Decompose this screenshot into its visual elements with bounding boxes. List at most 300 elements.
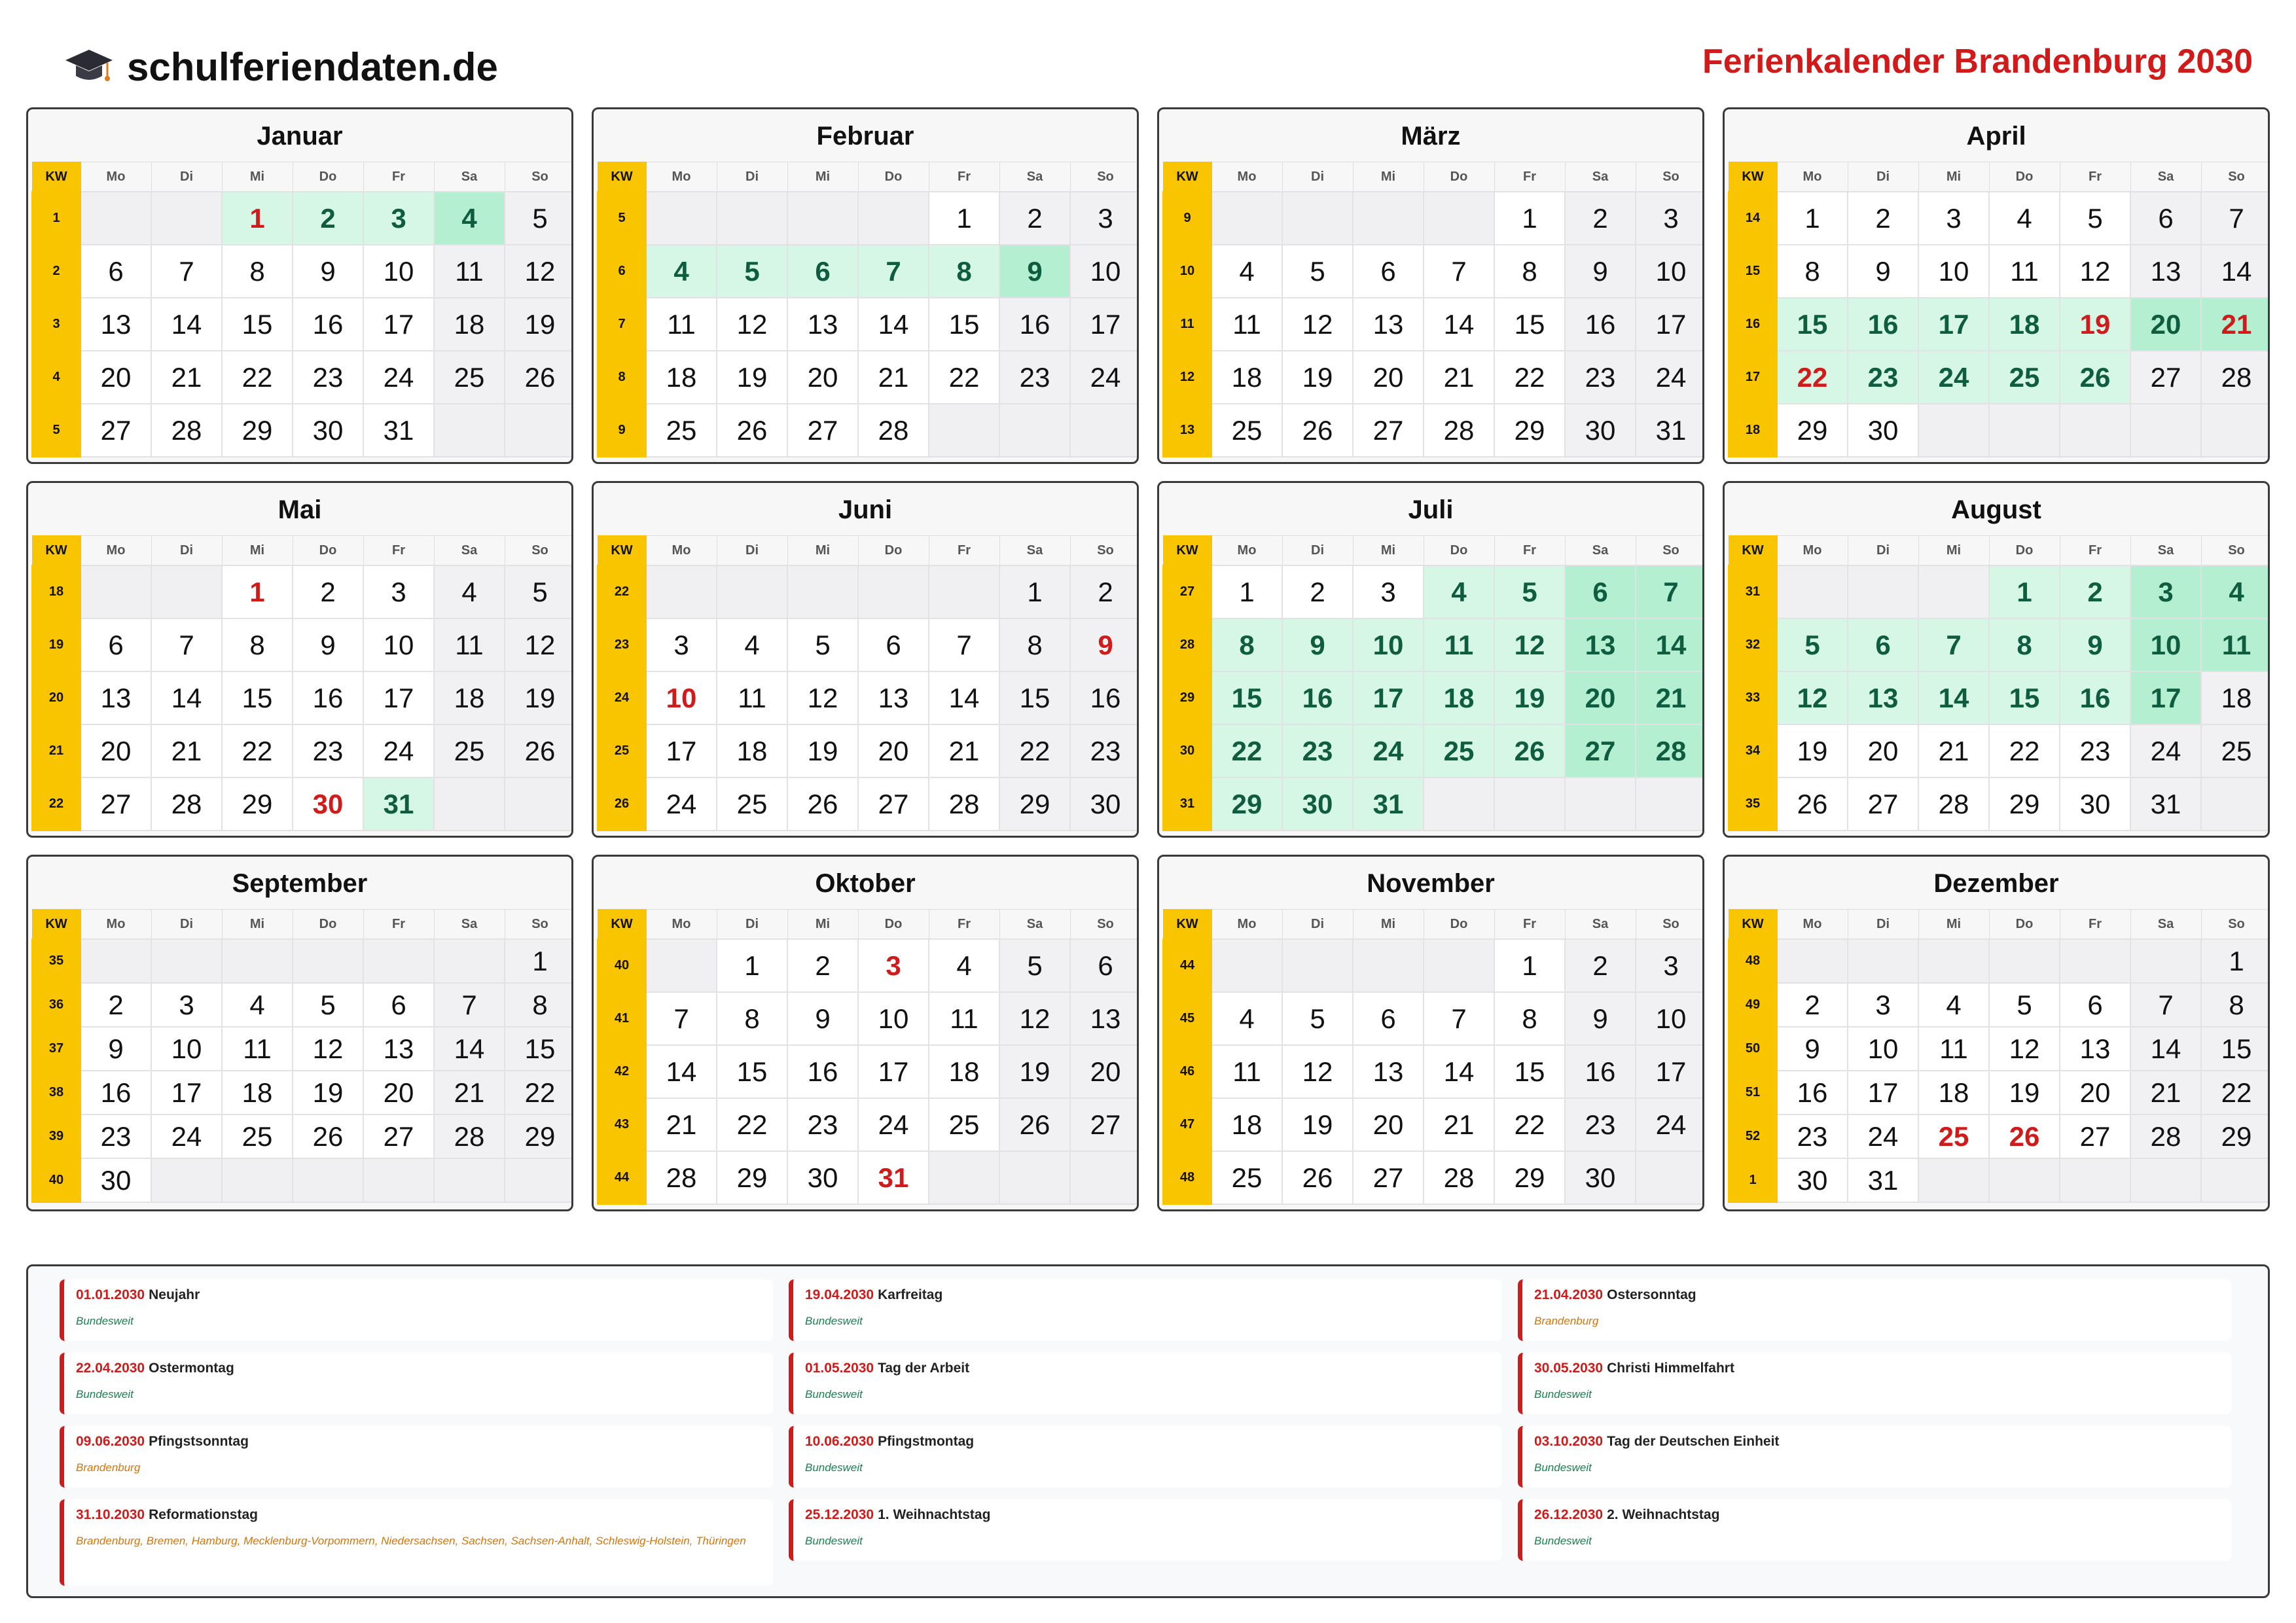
- day-cell[interactable]: 9: [293, 245, 363, 298]
- day-cell[interactable]: 2: [1282, 565, 1353, 618]
- day-cell[interactable]: 16: [1565, 1045, 1636, 1098]
- day-cell[interactable]: 21: [151, 724, 222, 777]
- day-cell[interactable]: 4: [929, 939, 999, 992]
- day-cell[interactable]: 29: [222, 404, 293, 457]
- day-cell[interactable]: 24: [1848, 1115, 1918, 1158]
- day-cell[interactable]: 28: [929, 777, 999, 830]
- day-cell[interactable]: 7: [151, 245, 222, 298]
- day-cell[interactable]: 19: [1777, 724, 1848, 777]
- day-cell[interactable]: 23: [81, 1115, 151, 1158]
- day-cell[interactable]: 14: [151, 671, 222, 724]
- day-cell[interactable]: 1: [717, 939, 787, 992]
- day-cell[interactable]: 4: [434, 565, 505, 618]
- day-cell[interactable]: 19: [1282, 1098, 1353, 1151]
- school-holiday-day-cell[interactable]: 17: [1353, 671, 1424, 724]
- day-cell[interactable]: 3: [1070, 192, 1139, 245]
- holiday-day-cell[interactable]: 9: [1070, 618, 1139, 671]
- day-cell[interactable]: 29: [222, 777, 293, 830]
- school-holiday-day-cell[interactable]: 29: [1211, 777, 1282, 830]
- day-cell[interactable]: 18: [434, 671, 505, 724]
- day-cell[interactable]: 5: [1282, 245, 1353, 298]
- day-cell[interactable]: 1: [1494, 192, 1565, 245]
- school-holiday-day-cell[interactable]: 11: [1424, 618, 1494, 671]
- day-cell[interactable]: 2: [1565, 939, 1636, 992]
- day-cell[interactable]: 28: [2201, 351, 2270, 404]
- school-holiday-day-cell[interactable]: 16: [1848, 298, 1918, 351]
- school-holiday-day-cell[interactable]: 4: [2201, 565, 2270, 618]
- day-cell[interactable]: 18: [1211, 1098, 1282, 1151]
- day-cell[interactable]: 12: [505, 618, 573, 671]
- day-cell[interactable]: 6: [81, 618, 151, 671]
- day-cell[interactable]: 24: [646, 777, 717, 830]
- day-cell[interactable]: 7: [2130, 983, 2201, 1027]
- day-cell[interactable]: 30: [1777, 1158, 1848, 1202]
- day-cell[interactable]: 15: [222, 671, 293, 724]
- day-cell[interactable]: 17: [363, 298, 434, 351]
- day-cell[interactable]: 6: [1353, 245, 1424, 298]
- day-cell[interactable]: 12: [293, 1027, 363, 1071]
- day-cell[interactable]: 14: [1424, 1045, 1494, 1098]
- day-cell[interactable]: 1: [1777, 192, 1848, 245]
- day-cell[interactable]: 14: [929, 671, 999, 724]
- school-holiday-day-cell[interactable]: 7: [1918, 618, 1989, 671]
- day-cell[interactable]: 12: [1989, 1027, 2060, 1071]
- day-cell[interactable]: 15: [999, 671, 1070, 724]
- day-cell[interactable]: 1: [2201, 939, 2270, 983]
- day-cell[interactable]: 9: [1777, 1027, 1848, 1071]
- school-holiday-day-cell[interactable]: 13: [1565, 618, 1636, 671]
- day-cell[interactable]: 14: [2201, 245, 2270, 298]
- day-cell[interactable]: 5: [505, 565, 573, 618]
- day-cell[interactable]: 21: [151, 351, 222, 404]
- day-cell[interactable]: 23: [293, 351, 363, 404]
- day-cell[interactable]: 30: [1070, 777, 1139, 830]
- school-holiday-day-cell[interactable]: 10: [1353, 618, 1424, 671]
- day-cell[interactable]: 18: [1211, 351, 1282, 404]
- day-cell[interactable]: 5: [1989, 983, 2060, 1027]
- day-cell[interactable]: 25: [929, 1098, 999, 1151]
- day-cell[interactable]: 9: [293, 618, 363, 671]
- holiday-day-cell[interactable]: 21: [2201, 298, 2270, 351]
- day-cell[interactable]: 17: [858, 1045, 929, 1098]
- day-cell[interactable]: 26: [717, 404, 787, 457]
- day-cell[interactable]: 11: [646, 298, 717, 351]
- day-cell[interactable]: 11: [717, 671, 787, 724]
- day-cell[interactable]: 27: [858, 777, 929, 830]
- day-cell[interactable]: 10: [151, 1027, 222, 1071]
- day-cell[interactable]: 28: [858, 404, 929, 457]
- school-holiday-day-cell[interactable]: 18: [1424, 671, 1494, 724]
- day-cell[interactable]: 22: [1494, 351, 1565, 404]
- day-cell[interactable]: 11: [1989, 245, 2060, 298]
- day-cell[interactable]: 10: [1636, 992, 1704, 1045]
- school-holiday-day-cell[interactable]: 9: [1282, 618, 1353, 671]
- day-cell[interactable]: 11: [1211, 298, 1282, 351]
- day-cell[interactable]: 23: [1565, 1098, 1636, 1151]
- day-cell[interactable]: 3: [646, 618, 717, 671]
- day-cell[interactable]: 13: [858, 671, 929, 724]
- day-cell[interactable]: 13: [2130, 245, 2201, 298]
- day-cell[interactable]: 20: [1353, 1098, 1424, 1151]
- day-cell[interactable]: 18: [717, 724, 787, 777]
- day-cell[interactable]: 29: [999, 777, 1070, 830]
- day-cell[interactable]: 20: [81, 351, 151, 404]
- day-cell[interactable]: 29: [505, 1115, 573, 1158]
- day-cell[interactable]: 8: [1494, 992, 1565, 1045]
- day-cell[interactable]: 8: [2201, 983, 2270, 1027]
- school-holiday-day-cell[interactable]: 3: [2130, 565, 2201, 618]
- day-cell[interactable]: 8: [1777, 245, 1848, 298]
- day-cell[interactable]: 12: [2060, 245, 2130, 298]
- day-cell[interactable]: 17: [363, 671, 434, 724]
- school-holiday-day-cell[interactable]: 16: [1282, 671, 1353, 724]
- day-cell[interactable]: 22: [2201, 1071, 2270, 1115]
- day-cell[interactable]: 24: [1636, 351, 1704, 404]
- day-cell[interactable]: 24: [858, 1098, 929, 1151]
- day-cell[interactable]: 29: [1494, 404, 1565, 457]
- day-cell[interactable]: 24: [1636, 1098, 1704, 1151]
- school-holiday-day-cell[interactable]: 25: [1989, 351, 2060, 404]
- school-holiday-day-cell[interactable]: 19: [1494, 671, 1565, 724]
- day-cell[interactable]: 6: [858, 618, 929, 671]
- day-cell[interactable]: 6: [81, 245, 151, 298]
- day-cell[interactable]: 28: [646, 1151, 717, 1204]
- day-cell[interactable]: 4: [1211, 245, 1282, 298]
- day-cell[interactable]: 29: [2201, 1115, 2270, 1158]
- day-cell[interactable]: 21: [929, 724, 999, 777]
- day-cell[interactable]: 28: [434, 1115, 505, 1158]
- day-cell[interactable]: 15: [717, 1045, 787, 1098]
- school-holiday-day-cell[interactable]: 4: [434, 192, 505, 245]
- day-cell[interactable]: 15: [2201, 1027, 2270, 1071]
- day-cell[interactable]: 27: [1353, 1151, 1424, 1204]
- day-cell[interactable]: 20: [1848, 724, 1918, 777]
- day-cell[interactable]: 9: [1848, 245, 1918, 298]
- holiday-day-cell[interactable]: 26: [1989, 1115, 2060, 1158]
- school-holiday-day-cell[interactable]: 14: [1918, 671, 1989, 724]
- day-cell[interactable]: 10: [858, 992, 929, 1045]
- day-cell[interactable]: 16: [1565, 298, 1636, 351]
- school-holiday-day-cell[interactable]: 9: [2060, 618, 2130, 671]
- school-holiday-day-cell[interactable]: 25: [1424, 724, 1494, 777]
- school-holiday-day-cell[interactable]: 8: [1989, 618, 2060, 671]
- day-cell[interactable]: 22: [505, 1071, 573, 1115]
- day-cell[interactable]: 8: [999, 618, 1070, 671]
- day-cell[interactable]: 16: [293, 671, 363, 724]
- day-cell[interactable]: 5: [505, 192, 573, 245]
- day-cell[interactable]: 2: [1070, 565, 1139, 618]
- day-cell[interactable]: 10: [363, 618, 434, 671]
- day-cell[interactable]: 27: [363, 1115, 434, 1158]
- day-cell[interactable]: 4: [717, 618, 787, 671]
- day-cell[interactable]: 30: [2060, 777, 2130, 830]
- holiday-day-cell[interactable]: 31: [858, 1151, 929, 1204]
- day-cell[interactable]: 16: [999, 298, 1070, 351]
- day-cell[interactable]: 11: [1211, 1045, 1282, 1098]
- day-cell[interactable]: 23: [787, 1098, 858, 1151]
- day-cell[interactable]: 25: [434, 724, 505, 777]
- school-holiday-day-cell[interactable]: 11: [2201, 618, 2270, 671]
- day-cell[interactable]: 17: [151, 1071, 222, 1115]
- day-cell[interactable]: 31: [2130, 777, 2201, 830]
- day-cell[interactable]: 27: [1353, 404, 1424, 457]
- day-cell[interactable]: 8: [1494, 245, 1565, 298]
- day-cell[interactable]: 28: [2130, 1115, 2201, 1158]
- school-holiday-day-cell[interactable]: 15: [1777, 298, 1848, 351]
- day-cell[interactable]: 3: [1636, 192, 1704, 245]
- day-cell[interactable]: 17: [1636, 1045, 1704, 1098]
- day-cell[interactable]: 4: [222, 983, 293, 1027]
- day-cell[interactable]: 5: [2060, 192, 2130, 245]
- day-cell[interactable]: 13: [81, 671, 151, 724]
- school-holiday-day-cell[interactable]: 26: [2060, 351, 2130, 404]
- day-cell[interactable]: 3: [1353, 565, 1424, 618]
- day-cell[interactable]: 13: [1353, 1045, 1424, 1098]
- day-cell[interactable]: 15: [222, 298, 293, 351]
- day-cell[interactable]: 20: [81, 724, 151, 777]
- day-cell[interactable]: 19: [717, 351, 787, 404]
- school-holiday-day-cell[interactable]: 20: [1565, 671, 1636, 724]
- day-cell[interactable]: 29: [717, 1151, 787, 1204]
- day-cell[interactable]: 13: [81, 298, 151, 351]
- day-cell[interactable]: 23: [999, 351, 1070, 404]
- day-cell[interactable]: 27: [81, 404, 151, 457]
- day-cell[interactable]: 26: [505, 351, 573, 404]
- day-cell[interactable]: 13: [787, 298, 858, 351]
- day-cell[interactable]: 8: [222, 245, 293, 298]
- day-cell[interactable]: 26: [1777, 777, 1848, 830]
- day-cell[interactable]: 5: [999, 939, 1070, 992]
- day-cell[interactable]: 27: [81, 777, 151, 830]
- school-holiday-day-cell[interactable]: 28: [1636, 724, 1704, 777]
- school-holiday-day-cell[interactable]: 12: [1494, 618, 1565, 671]
- day-cell[interactable]: 24: [1070, 351, 1139, 404]
- day-cell[interactable]: 16: [293, 298, 363, 351]
- day-cell[interactable]: 30: [293, 404, 363, 457]
- day-cell[interactable]: 22: [999, 724, 1070, 777]
- school-holiday-day-cell[interactable]: 4: [646, 245, 717, 298]
- day-cell[interactable]: 16: [1070, 671, 1139, 724]
- day-cell[interactable]: 27: [1848, 777, 1918, 830]
- day-cell[interactable]: 27: [2060, 1115, 2130, 1158]
- school-holiday-day-cell[interactable]: 3: [363, 192, 434, 245]
- holiday-day-cell[interactable]: 1: [222, 565, 293, 618]
- day-cell[interactable]: 9: [787, 992, 858, 1045]
- day-cell[interactable]: 24: [363, 351, 434, 404]
- day-cell[interactable]: 31: [363, 404, 434, 457]
- school-holiday-day-cell[interactable]: 5: [717, 245, 787, 298]
- day-cell[interactable]: 20: [2060, 1071, 2130, 1115]
- school-holiday-day-cell[interactable]: 9: [999, 245, 1070, 298]
- school-holiday-day-cell[interactable]: 15: [1211, 671, 1282, 724]
- day-cell[interactable]: 11: [929, 992, 999, 1045]
- day-cell[interactable]: 18: [646, 351, 717, 404]
- day-cell[interactable]: 17: [1070, 298, 1139, 351]
- day-cell[interactable]: 22: [1494, 1098, 1565, 1151]
- holiday-day-cell[interactable]: 10: [646, 671, 717, 724]
- day-cell[interactable]: 12: [1282, 298, 1353, 351]
- day-cell[interactable]: 25: [717, 777, 787, 830]
- day-cell[interactable]: 22: [222, 724, 293, 777]
- day-cell[interactable]: 6: [2060, 983, 2130, 1027]
- school-holiday-day-cell[interactable]: 20: [2130, 298, 2201, 351]
- day-cell[interactable]: 25: [646, 404, 717, 457]
- day-cell[interactable]: 1: [1494, 939, 1565, 992]
- day-cell[interactable]: 23: [1565, 351, 1636, 404]
- school-holiday-day-cell[interactable]: 7: [1636, 565, 1704, 618]
- day-cell[interactable]: 14: [2130, 1027, 2201, 1071]
- day-cell[interactable]: 2: [1565, 192, 1636, 245]
- day-cell[interactable]: 28: [1424, 404, 1494, 457]
- day-cell[interactable]: 5: [787, 618, 858, 671]
- school-holiday-day-cell[interactable]: 21: [1636, 671, 1704, 724]
- day-cell[interactable]: 31: [1848, 1158, 1918, 1202]
- day-cell[interactable]: 24: [363, 724, 434, 777]
- school-holiday-day-cell[interactable]: 24: [1918, 351, 1989, 404]
- school-holiday-day-cell[interactable]: 23: [1848, 351, 1918, 404]
- day-cell[interactable]: 19: [787, 724, 858, 777]
- day-cell[interactable]: 29: [1777, 404, 1848, 457]
- day-cell[interactable]: 28: [151, 777, 222, 830]
- day-cell[interactable]: 16: [787, 1045, 858, 1098]
- day-cell[interactable]: 28: [151, 404, 222, 457]
- day-cell[interactable]: 23: [2060, 724, 2130, 777]
- day-cell[interactable]: 13: [1070, 992, 1139, 1045]
- school-holiday-day-cell[interactable]: 31: [363, 777, 434, 830]
- day-cell[interactable]: 16: [81, 1071, 151, 1115]
- school-holiday-day-cell[interactable]: 27: [1565, 724, 1636, 777]
- day-cell[interactable]: 20: [1070, 1045, 1139, 1098]
- day-cell[interactable]: 27: [2130, 351, 2201, 404]
- day-cell[interactable]: 1: [999, 565, 1070, 618]
- day-cell[interactable]: 19: [505, 671, 573, 724]
- day-cell[interactable]: 28: [1424, 1151, 1494, 1204]
- day-cell[interactable]: 6: [2130, 192, 2201, 245]
- day-cell[interactable]: 21: [858, 351, 929, 404]
- day-cell[interactable]: 26: [787, 777, 858, 830]
- school-holiday-day-cell[interactable]: 8: [1211, 618, 1282, 671]
- holiday-day-cell[interactable]: 22: [1777, 351, 1848, 404]
- day-cell[interactable]: 7: [151, 618, 222, 671]
- day-cell[interactable]: 4: [1211, 992, 1282, 1045]
- day-cell[interactable]: 7: [2201, 192, 2270, 245]
- day-cell[interactable]: 7: [646, 992, 717, 1045]
- day-cell[interactable]: 26: [999, 1098, 1070, 1151]
- day-cell[interactable]: 9: [1565, 992, 1636, 1045]
- school-holiday-day-cell[interactable]: 26: [1494, 724, 1565, 777]
- day-cell[interactable]: 23: [1070, 724, 1139, 777]
- day-cell[interactable]: 16: [1777, 1071, 1848, 1115]
- school-holiday-day-cell[interactable]: 23: [1282, 724, 1353, 777]
- school-holiday-day-cell[interactable]: 7: [858, 245, 929, 298]
- day-cell[interactable]: 26: [1282, 1151, 1353, 1204]
- day-cell[interactable]: 11: [1918, 1027, 1989, 1071]
- school-holiday-day-cell[interactable]: 18: [1989, 298, 2060, 351]
- day-cell[interactable]: 12: [505, 245, 573, 298]
- day-cell[interactable]: 5: [1282, 992, 1353, 1045]
- day-cell[interactable]: 15: [929, 298, 999, 351]
- day-cell[interactable]: 5: [293, 983, 363, 1027]
- day-cell[interactable]: 8: [505, 983, 573, 1027]
- day-cell[interactable]: 2: [999, 192, 1070, 245]
- school-holiday-day-cell[interactable]: 22: [1211, 724, 1282, 777]
- holiday-day-cell[interactable]: 19: [2060, 298, 2130, 351]
- day-cell[interactable]: 18: [222, 1071, 293, 1115]
- day-cell[interactable]: 29: [1494, 1151, 1565, 1204]
- day-cell[interactable]: 24: [2130, 724, 2201, 777]
- day-cell[interactable]: 12: [787, 671, 858, 724]
- day-cell[interactable]: 12: [717, 298, 787, 351]
- day-cell[interactable]: 20: [787, 351, 858, 404]
- day-cell[interactable]: 30: [1848, 404, 1918, 457]
- day-cell[interactable]: 24: [151, 1115, 222, 1158]
- day-cell[interactable]: 22: [222, 351, 293, 404]
- school-holiday-day-cell[interactable]: 12: [1777, 671, 1848, 724]
- brand[interactable]: [63, 41, 498, 93]
- day-cell[interactable]: 30: [81, 1158, 151, 1202]
- day-cell[interactable]: 19: [999, 1045, 1070, 1098]
- day-cell[interactable]: 14: [434, 1027, 505, 1071]
- school-holiday-day-cell[interactable]: 24: [1353, 724, 1424, 777]
- school-holiday-day-cell[interactable]: 31: [1353, 777, 1424, 830]
- day-cell[interactable]: 13: [1353, 298, 1424, 351]
- day-cell[interactable]: 18: [1918, 1071, 1989, 1115]
- school-holiday-day-cell[interactable]: 6: [1848, 618, 1918, 671]
- day-cell[interactable]: 10: [1636, 245, 1704, 298]
- day-cell[interactable]: 7: [1424, 992, 1494, 1045]
- day-cell[interactable]: 21: [2130, 1071, 2201, 1115]
- day-cell[interactable]: 11: [434, 245, 505, 298]
- day-cell[interactable]: 10: [363, 245, 434, 298]
- day-cell[interactable]: 6: [1070, 939, 1139, 992]
- school-holiday-day-cell[interactable]: 1: [1989, 565, 2060, 618]
- day-cell[interactable]: 15: [505, 1027, 573, 1071]
- day-cell[interactable]: 23: [293, 724, 363, 777]
- day-cell[interactable]: 27: [787, 404, 858, 457]
- day-cell[interactable]: 25: [2201, 724, 2270, 777]
- school-holiday-day-cell[interactable]: 8: [929, 245, 999, 298]
- day-cell[interactable]: 21: [434, 1071, 505, 1115]
- day-cell[interactable]: 21: [1424, 1098, 1494, 1151]
- day-cell[interactable]: 23: [1777, 1115, 1848, 1158]
- day-cell[interactable]: 8: [717, 992, 787, 1045]
- day-cell[interactable]: 11: [434, 618, 505, 671]
- day-cell[interactable]: 2: [1777, 983, 1848, 1027]
- day-cell[interactable]: 12: [1282, 1045, 1353, 1098]
- school-holiday-day-cell[interactable]: 5: [1494, 565, 1565, 618]
- day-cell[interactable]: 25: [1211, 404, 1282, 457]
- day-cell[interactable]: 18: [434, 298, 505, 351]
- school-holiday-day-cell[interactable]: 15: [1989, 671, 2060, 724]
- day-cell[interactable]: 18: [2201, 671, 2270, 724]
- day-cell[interactable]: 30: [1565, 1151, 1636, 1204]
- day-cell[interactable]: 12: [999, 992, 1070, 1045]
- day-cell[interactable]: 26: [505, 724, 573, 777]
- holiday-day-cell[interactable]: 30: [293, 777, 363, 830]
- day-cell[interactable]: 3: [363, 565, 434, 618]
- day-cell[interactable]: 2: [81, 983, 151, 1027]
- day-cell[interactable]: 13: [363, 1027, 434, 1071]
- school-holiday-day-cell[interactable]: 2: [2060, 565, 2130, 618]
- day-cell[interactable]: 14: [151, 298, 222, 351]
- day-cell[interactable]: 14: [1424, 298, 1494, 351]
- day-cell[interactable]: 31: [1636, 404, 1704, 457]
- school-holiday-day-cell[interactable]: 13: [1848, 671, 1918, 724]
- day-cell[interactable]: 13: [2060, 1027, 2130, 1071]
- school-holiday-day-cell[interactable]: 4: [1424, 565, 1494, 618]
- day-cell[interactable]: 19: [1989, 1071, 2060, 1115]
- day-cell[interactable]: 10: [1848, 1027, 1918, 1071]
